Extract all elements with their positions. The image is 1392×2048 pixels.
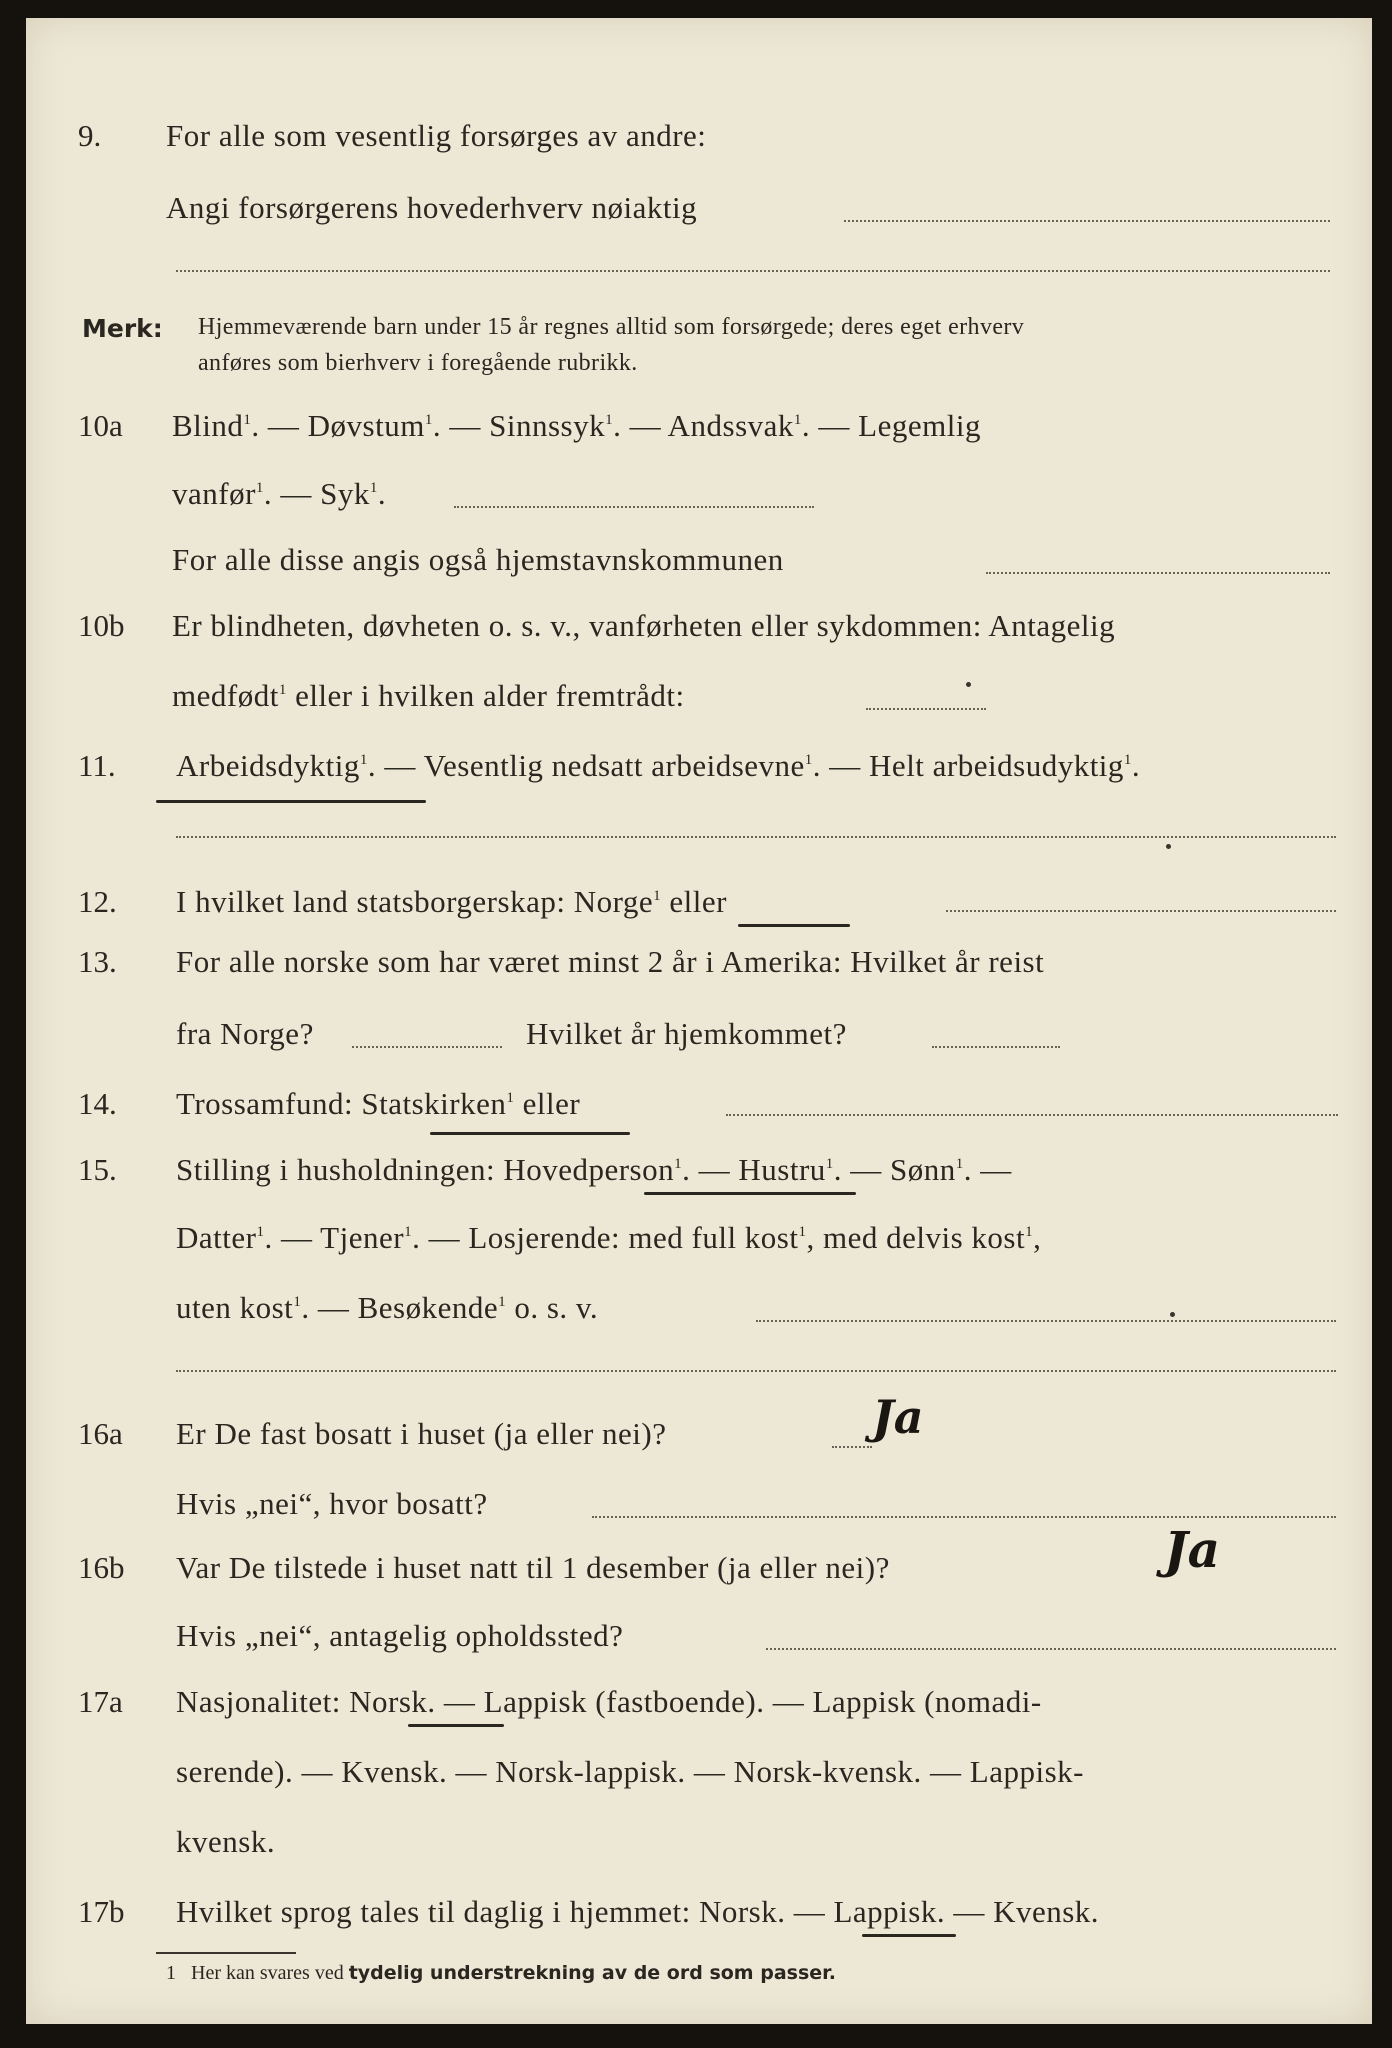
footnote-ref: 1 — [369, 480, 378, 496]
footnote-ref: 1 — [256, 1224, 265, 1240]
answer-line[interactable] — [946, 910, 1336, 912]
answer-underline — [408, 1724, 504, 1727]
footnote-ref: 1 — [804, 752, 813, 768]
answer-line[interactable] — [866, 708, 986, 710]
question-text: Var De tilstede i huset natt til 1 desember (ja eller nei)? — [176, 1550, 890, 1585]
question-number: 17b — [78, 1894, 125, 1929]
question-text: Angi forsørgerens hovederhverv nøiaktig — [166, 190, 698, 225]
answer-underline — [862, 1934, 956, 1937]
footnote-ref: 1 — [404, 1224, 413, 1240]
question-text: Stilling i husholdningen: Hovedperson$^1$. — Hustru$^1$. — Sønn$^1$. — — [176, 1152, 1012, 1187]
question-text: Hvis „nei“, antagelig opholdssted? — [176, 1618, 624, 1653]
answer-line[interactable] — [726, 1114, 1338, 1116]
footnote-rule — [156, 1952, 296, 1954]
question-number: 14. — [78, 1086, 117, 1121]
footnote-ref: 1 — [255, 480, 264, 496]
footnote-ref: 1 — [955, 1156, 964, 1172]
answer-line[interactable] — [176, 270, 1330, 272]
footnote-text: Her kan svares ved — [191, 1962, 344, 1984]
question-number: 10a — [78, 408, 123, 443]
footnote-ref: 1 — [278, 682, 287, 698]
footnote-ref: 1 — [498, 1294, 507, 1310]
answer-underline — [430, 1132, 630, 1135]
footnote-ref: 1 — [825, 1156, 834, 1172]
question-text: medfødt$^1$ eller i hvilken alder fremtrådt: — [172, 678, 685, 713]
question-15 — [26, 1152, 1372, 1212]
footnote-ref: 1 — [605, 412, 614, 428]
answer-underline — [738, 924, 850, 927]
question-text: For alle disse angis også hjemstavnskommunen — [172, 542, 784, 577]
question-text: Er blindheten, døvheten o. s. v., vanførheten eller sykdommen: Antagelig — [172, 608, 1116, 643]
answer-line[interactable] — [766, 1648, 1336, 1650]
question-13-line2 — [26, 1016, 1372, 1076]
question-text: For alle norske som har været minst 2 år i Amerika: Hvilket år reist — [176, 944, 1045, 979]
question-number: 15. — [78, 1152, 117, 1187]
footnote-ref: 1 — [1123, 752, 1132, 768]
question-17a — [26, 1684, 1372, 1744]
question-text: Hvis „nei“, hvor bosatt? — [176, 1486, 488, 1521]
question-text: Hvilket år hjemkommet? — [526, 1016, 847, 1051]
footnote-ref: 1 — [793, 412, 802, 428]
answer-line[interactable] — [454, 506, 814, 508]
question-text: I hvilket land statsborgerskap: Norge$^1$ eller — [176, 884, 727, 919]
question-text: vanfør$^1$. — Syk$^1$. — [172, 476, 387, 511]
answer-line[interactable] — [832, 1446, 872, 1448]
question-14 — [26, 1086, 1372, 1146]
question-number: 16a — [78, 1416, 123, 1451]
question-12 — [26, 884, 1372, 944]
question-text: Trossamfund: Statskirken$^1$ eller — [176, 1086, 581, 1121]
question-number: 13. — [78, 944, 117, 979]
question-text: uten kost$^1$. — Besøkende$^1$ o. s. v. — [176, 1290, 599, 1325]
answer-line[interactable] — [756, 1320, 1336, 1322]
answer-line[interactable] — [932, 1046, 1060, 1048]
footnote-ref: 1 — [293, 1294, 302, 1310]
footnote-mark: 1 — [166, 1962, 176, 1984]
question-number: 11. — [78, 748, 116, 783]
question-16a — [26, 1416, 1372, 1476]
answer-line[interactable] — [592, 1516, 1336, 1518]
answer-underline — [644, 1192, 856, 1195]
handwritten-answer[interactable]: Ja — [872, 1390, 924, 1444]
answer-underline — [156, 800, 426, 803]
question-text: serende). — Kvensk. — Norsk-lappisk. — Norsk-kvensk. — Lappisk- — [176, 1754, 1084, 1789]
answer-line[interactable] — [176, 836, 1336, 838]
footnote-ref: 1 — [359, 752, 368, 768]
paper-speck — [966, 682, 971, 687]
footnote-bold-text: tydelig understrekning av de ord som passer. — [348, 1962, 837, 1984]
footnote-ref: 1 — [674, 1156, 683, 1172]
question-text: Blind$^1$. — Døvstum$^1$. — Sinnssyk$^1$. — Andssvak$^1$. — Legemlig — [172, 408, 981, 443]
question-text: Hvilket sprog tales til daglig i hjemmet: Norsk. — Lappisk. — Kvensk. — [176, 1894, 1100, 1929]
question-17b — [26, 1894, 1372, 1954]
question-number: 9. — [78, 118, 102, 153]
note-label: Merk: — [82, 314, 163, 343]
question-10b — [26, 608, 1372, 668]
question-17a-line3 — [26, 1824, 1372, 1884]
question-number: 16b — [78, 1550, 125, 1585]
question-text: fra Norge? — [176, 1016, 314, 1051]
footnote-ref: 1 — [653, 888, 662, 904]
question-17a-line2 — [26, 1754, 1372, 1814]
question-10a — [26, 408, 1372, 468]
question-text: Nasjonalitet: Norsk. — Lappisk (fastboende). — Lappisk (nomadi- — [176, 1684, 1042, 1719]
question-11 — [26, 748, 1372, 808]
question-number: 10b — [78, 608, 125, 643]
footnote-ref: 1 — [1025, 1224, 1034, 1240]
footnote-ref: 1 — [798, 1224, 807, 1240]
question-number: 12. — [78, 884, 117, 919]
question-text: kvensk. — [176, 1824, 276, 1859]
footnote-ref: 1 — [506, 1090, 515, 1106]
answer-line[interactable] — [176, 1370, 1336, 1372]
question-text: Arbeidsdyktig$^1$. — Vesentlig nedsatt arbeidsevne$^1$. — Helt arbeidsudyktig$^1$. — [176, 748, 1141, 783]
question-10b-line2 — [26, 678, 1372, 738]
question-text: Er De fast bosatt i huset (ja eller nei)? — [176, 1416, 667, 1451]
question-text: Datter$^1$. — Tjener$^1$. — Losjerende: med full kost$^1$, med delvis kost$^1$, — [176, 1220, 1042, 1255]
note-text: Hjemmeværende barn under 15 år regnes alltid som forsørgede; deres eget erhverv — [198, 314, 1025, 340]
paper-speck — [1170, 1312, 1175, 1317]
note-text: anføres som bierhverv i foregående rubrikk. — [198, 350, 638, 376]
question-number: 17a — [78, 1684, 123, 1719]
footnote-ref: 1 — [424, 412, 433, 428]
answer-line[interactable] — [986, 572, 1330, 574]
footnote-ref: 1 — [243, 412, 252, 428]
footnote — [166, 1962, 836, 1985]
question-15-line2 — [26, 1220, 1372, 1280]
handwritten-answer[interactable]: Ja — [1164, 1520, 1221, 1579]
answer-line[interactable] — [352, 1046, 502, 1048]
question-text: For alle som vesentlig forsørges av andre: — [166, 118, 707, 153]
question-9 — [26, 118, 1372, 178]
census-form-page — [26, 18, 1372, 2024]
question-13 — [26, 944, 1372, 1004]
paper-speck — [1166, 844, 1171, 849]
answer-line[interactable] — [844, 220, 1330, 222]
